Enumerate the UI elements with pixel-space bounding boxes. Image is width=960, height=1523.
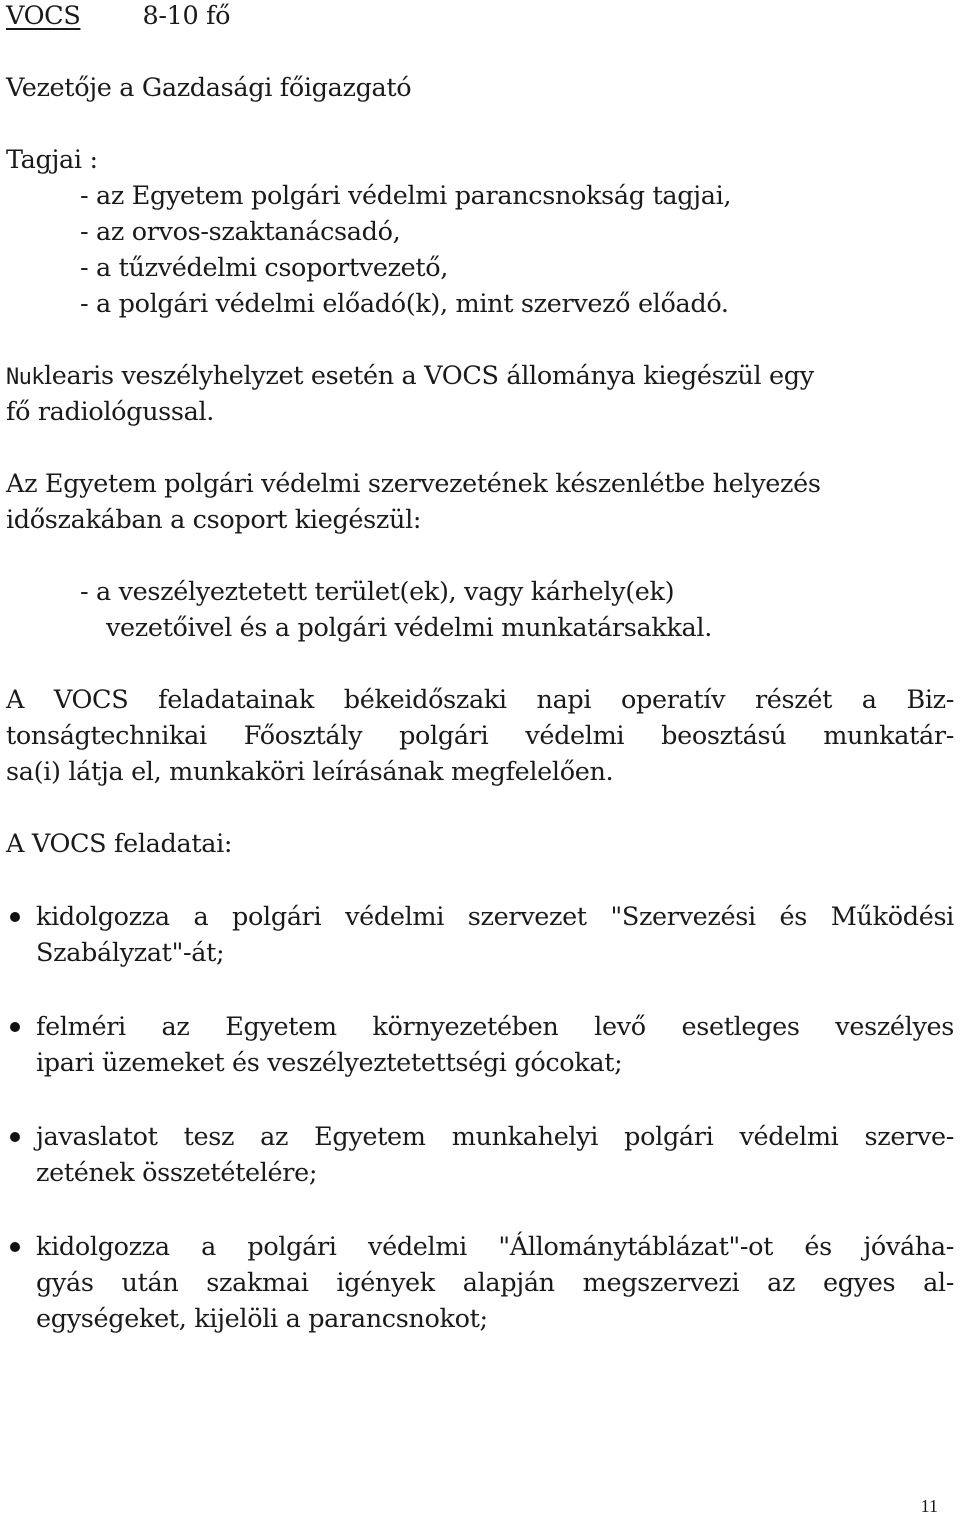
leader-line: Vezetője a Gazdasági főigazgató — [6, 73, 412, 103]
task-line: javaslatot tesz az Egyetem munkahelyi polgári védelmi szerve- — [36, 1122, 954, 1152]
member-item: - az orvos-szaktanácsadó, — [80, 217, 401, 247]
task-line: ipari üzemeket és veszélyeztetettségi gócokat; — [36, 1048, 623, 1078]
unit-title: VOCS — [6, 1, 81, 31]
nuclear-prefix: Nuk — [6, 365, 44, 390]
task-line: kidolgozza a polgári védelmi "Állománytáblázat"-ot és jóváha- — [36, 1232, 954, 1262]
bullet-icon — [10, 912, 20, 922]
member-item: - a tűzvédelmi csoportvezető, — [80, 253, 449, 283]
headcount: 8-10 fő — [142, 1, 231, 31]
task-line: kidolgozza a polgári védelmi szervezet "Szervezési és Működési — [36, 902, 954, 932]
bullet-icon — [10, 1022, 20, 1032]
nuclear-line-1 — [6, 358, 814, 396]
page-number: 11 — [920, 1496, 938, 1516]
member-item: - az Egyetem polgári védelmi parancsnokság tagjai, — [80, 181, 732, 211]
peacetime-line-3: sa(i) látja el, munkaköri leírásának megfelelően. — [6, 757, 614, 787]
tasks-label: A VOCS feladatai: — [6, 829, 233, 859]
standby-item-line-1: - a veszélyeztetett terület(ek), vagy kárhely(ek) — [80, 577, 675, 607]
peacetime-line-1: A VOCS feladatainak békeidőszaki napi operatív részét a Biz- — [6, 685, 954, 715]
task-line: gyás után szakmai igények alapján megszervezi az egyes al- — [36, 1268, 954, 1298]
bullet-icon — [10, 1132, 20, 1142]
standby-item-line-2: vezetőivel és a polgári védelmi munkatársakkal. — [106, 613, 712, 643]
standby-line-2: időszakában a csoport kiegészül: — [6, 505, 422, 535]
standby-line-1: Az Egyetem polgári védelmi szervezetének készenlétbe helyezés — [6, 469, 821, 499]
peacetime-line-2: tonságtechnikai Főosztály polgári védelmi beosztású munkatár- — [6, 721, 954, 751]
member-item: - a polgári védelmi előadó(k), mint szervező előadó. — [80, 289, 729, 319]
task-line: zetének összetételére; — [36, 1158, 318, 1188]
task-line: egységeket, kijelöli a parancsnokot; — [36, 1304, 488, 1334]
task-line: Szabályzat"-át; — [36, 938, 225, 968]
task-line: felméri az Egyetem környezetében levő esetleges veszélyes — [36, 1012, 954, 1042]
members-label: Tagjai : — [6, 145, 98, 175]
nuclear-line-2: fő radiológussal. — [6, 397, 215, 427]
bullet-icon — [10, 1242, 20, 1252]
header-line — [6, 0, 230, 34]
nuclear-line-1-rest: learis veszélyhelyzet esetén a VOCS állománya kiegészül egy — [43, 361, 814, 391]
